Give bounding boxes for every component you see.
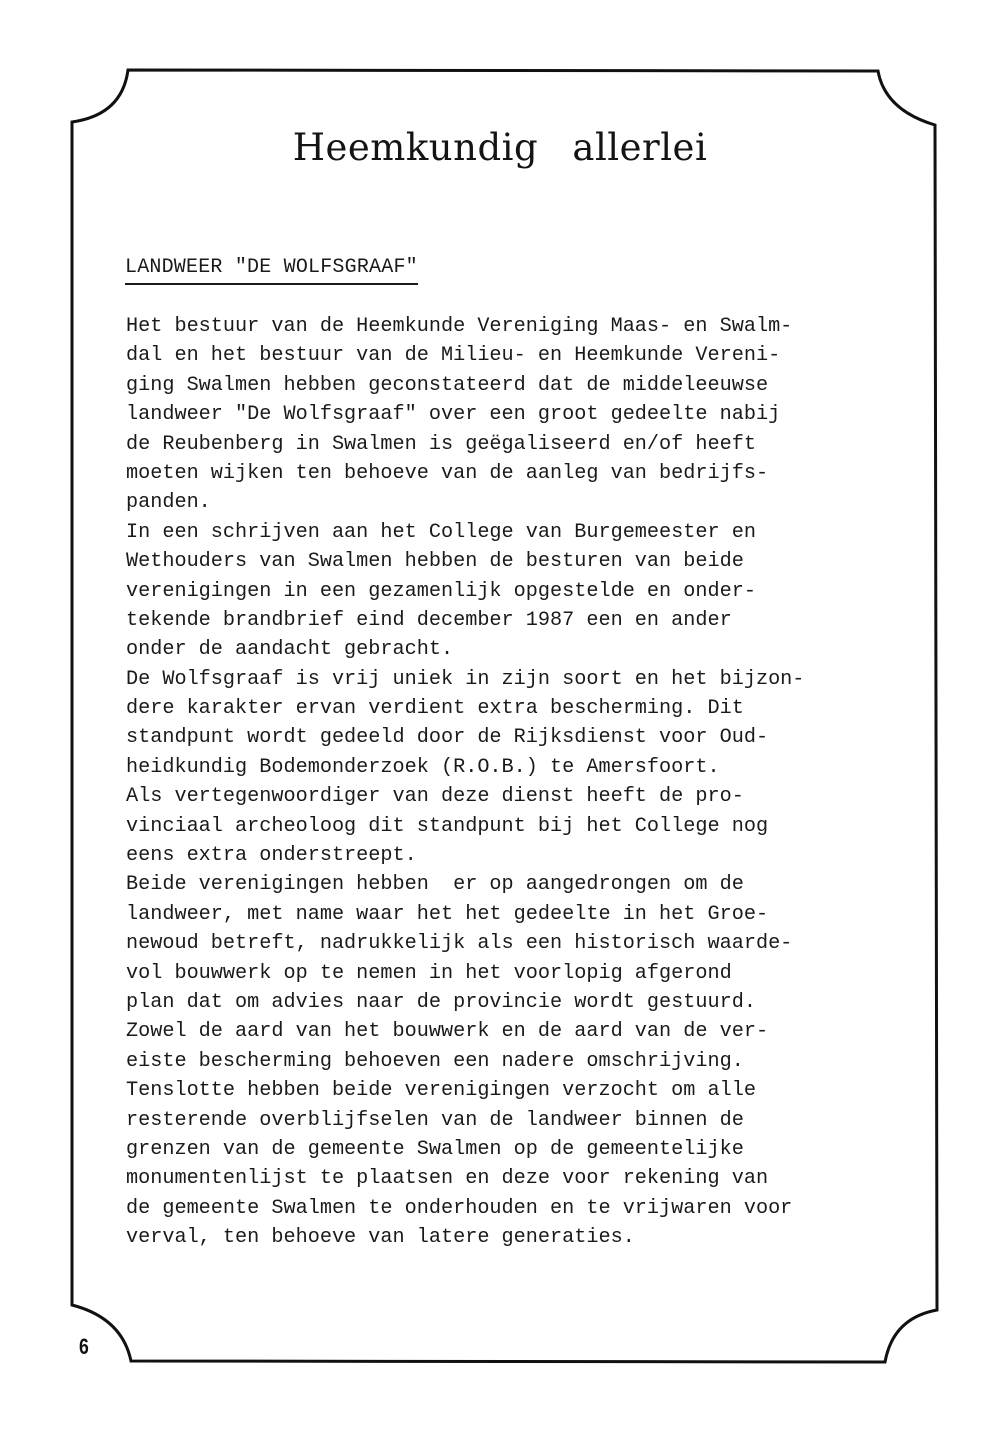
text-line: eiste bescherming behoeven een nadere omschrijving. bbox=[126, 1049, 744, 1073]
text-line: de gemeente Swalmen te onderhouden en te vrijwaren voor bbox=[126, 1196, 793, 1220]
section-heading: LANDWEER "DE WOLFSGRAAF" bbox=[125, 256, 418, 285]
text-line: onder de aandacht gebracht. bbox=[126, 638, 454, 662]
text-line: Het bestuur van de Heemkunde Vereniging Maas- en Swalm- bbox=[126, 315, 793, 338]
text-line: standpunt wordt gedeeld door de Rijksdienst voor Oud- bbox=[126, 726, 769, 750]
text-line: tekende brandbrief eind december 1987 een en ander bbox=[126, 608, 732, 632]
text-line: resterende overblijfselen van de landweer binnen de bbox=[126, 1108, 744, 1132]
text-line: ging Swalmen hebben geconstateerd dat de middeleeuwse bbox=[126, 373, 769, 397]
text-line: monumentenlijst te plaatsen en deze voor rekening van bbox=[126, 1167, 769, 1191]
text-line: newoud betreft, nadrukkelijk als een historisch waarde- bbox=[126, 932, 793, 956]
text-line: In een schrijven aan het College van Burgemeester en bbox=[126, 520, 756, 544]
page-number: 6 bbox=[79, 1334, 89, 1359]
text-line: De Wolfsgraaf is vrij uniek in zijn soort en het bijzon- bbox=[126, 667, 805, 691]
text-line: verenigingen in een gezamenlijk opgestelde en onder- bbox=[126, 579, 756, 603]
text-line: de Reubenberg in Swalmen is geëgaliseerd en/of heeft bbox=[126, 432, 756, 456]
text-line: panden. bbox=[126, 491, 211, 515]
text-line: dere karakter ervan verdient extra bescherming. Dit bbox=[126, 697, 744, 721]
text-line: Beide verenigingen hebben er op aangedrongen om de bbox=[126, 873, 744, 897]
text-line: landweer, met name waar het het gedeelte in het Groe- bbox=[126, 902, 769, 926]
text-line: Tenslotte hebben beide verenigingen verzocht om alle bbox=[126, 1079, 756, 1103]
text-line: verval, ten behoeve van latere generaties. bbox=[126, 1226, 635, 1250]
text-line: landweer "De Wolfsgraaf" over een groot gedeelte nabij bbox=[126, 403, 781, 427]
text-line: vinciaal archeoloog dit standpunt bij het College nog bbox=[126, 814, 769, 838]
text-line: eens extra onderstreept. bbox=[126, 844, 417, 868]
text-line: dal en het bestuur van de Milieu- en Heemkunde Vereni- bbox=[126, 344, 781, 368]
text-line: Wethouders van Swalmen hebben de besturen van beide bbox=[126, 550, 744, 574]
text-line: Als vertegenwoordiger van deze dienst heeft de pro- bbox=[126, 785, 744, 809]
text-line: grenzen van de gemeente Swalmen op de gemeentelijke bbox=[126, 1137, 744, 1161]
text-line: Zowel de aard van het bouwwerk en de aard van de ver- bbox=[126, 1020, 769, 1044]
text-line: plan dat om advies naar de provincie wordt gestuurd. bbox=[126, 990, 756, 1014]
text-line: vol bouwwerk op te nemen in het voorlopig afgerond bbox=[126, 961, 732, 985]
page-title: Heemkundig allerlei bbox=[292, 126, 708, 169]
article-body bbox=[126, 312, 946, 1253]
text-line: moeten wijken ten behoeve van de aanleg van bedrijfs- bbox=[126, 461, 769, 485]
text-line: heidkundig Bodemonderzoek (R.O.B.) te Amersfoort. bbox=[126, 755, 720, 779]
